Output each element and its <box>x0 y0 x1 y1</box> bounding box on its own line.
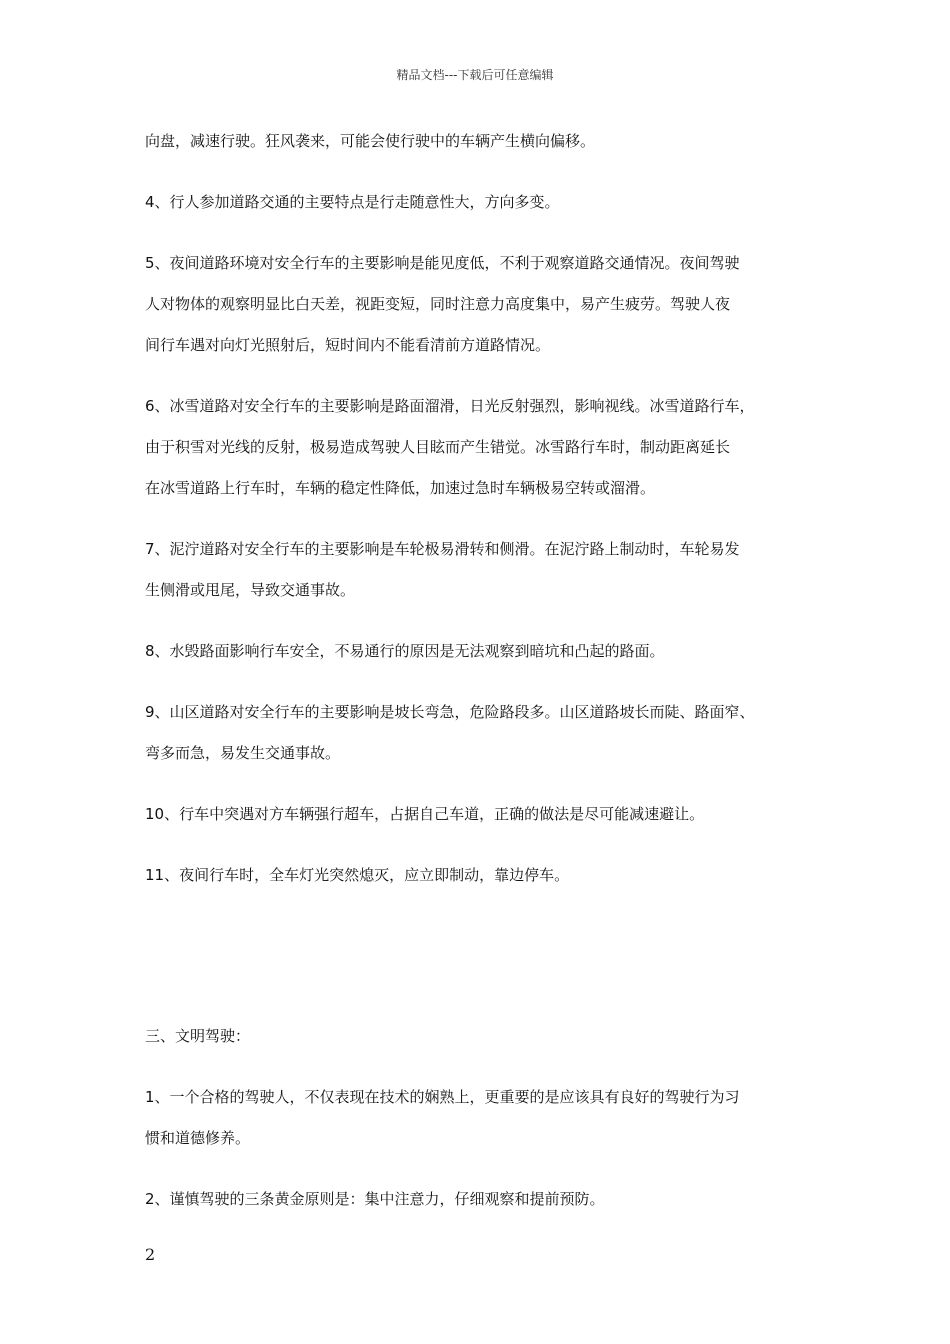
paragraph <box>145 121 825 162</box>
text-line: 2、谨慎驾驶的三条黄金原则是：集中注意力，仔细观察和提前预防。 <box>145 1190 605 1208</box>
text-line: 惯和道德修养。 <box>145 1129 251 1147</box>
text-line: 9、山区道路对安全行车的主要影响是坡长弯急，危险路段多。山区道路坡长而陡、路面窄、 <box>145 703 755 721</box>
text-line: 5、夜间道路环境对安全行车的主要影响是能见度低，不利于观察道路交通情况。夜间驾驶 <box>145 254 740 272</box>
document-body <box>145 121 825 1240</box>
paragraphs-section-civilized-driving <box>145 1077 825 1220</box>
text-line: 人对物体的观察明显比白天差，视距变短，同时注意力高度集中，易产生疲劳。驾驶人夜 <box>145 295 731 313</box>
text-line: 间行车遇对向灯光照射后，短时间内不能看清前方道路情况。 <box>145 336 551 354</box>
text-line: 1、一个合格的驾驶人，不仅表现在技术的娴熟上，更重要的是应该具有良好的驾驶行为习 <box>145 1088 740 1106</box>
paragraph <box>145 1077 825 1159</box>
paragraph <box>145 631 825 672</box>
text-line: 由于积雪对光线的反射，极易造成驾驶人目眩而产生错觉。冰雪路行车时，制动距离延长 <box>145 438 731 456</box>
paragraph <box>145 1179 825 1220</box>
text-line: 向盘，减速行驶。狂风袭来，可能会使行驶中的车辆产生横向偏移。 <box>145 132 596 150</box>
paragraph <box>145 386 825 509</box>
text-line: 8、水毁路面影响行车安全，不易通行的原因是无法观察到暗坑和凸起的路面。 <box>145 642 665 660</box>
text-line: 10、行车中突遇对方车辆强行超车，占据自己车道，正确的做法是尽可能减速避让。 <box>145 805 705 823</box>
paragraph <box>145 529 825 611</box>
text-line: 在冰雪道路上行车时，车辆的稳定性降低，加速过急时车辆极易空转或溜滑。 <box>145 479 656 497</box>
text-line: 生侧滑或甩尾，导致交通事故。 <box>145 581 356 599</box>
text-line: 11、夜间行车时，全车灯光突然熄灭，应立即制动，靠边停车。 <box>145 866 570 884</box>
paragraph <box>145 794 825 835</box>
paragraphs-section-safety <box>145 121 825 896</box>
paragraph <box>145 243 825 366</box>
text-line: 弯多而急，易发生交通事故。 <box>145 744 341 762</box>
paragraph <box>145 855 825 896</box>
paragraph <box>145 182 825 223</box>
text-line: 7、泥泞道路对安全行车的主要影响是车轮极易滑转和侧滑。在泥泞路上制动时，车轮易发 <box>145 540 740 558</box>
section-heading: 三、文明驾驶： <box>145 1027 251 1045</box>
section-gap <box>145 916 825 1016</box>
text-line: 4、行人参加道路交通的主要特点是行走随意性大，方向多变。 <box>145 193 560 211</box>
page-number: 2 <box>145 1245 156 1264</box>
paragraph <box>145 692 825 774</box>
text-line: 6、冰雪道路对安全行车的主要影响是路面溜滑，日光反射强烈，影响视线。冰雪道路行车， <box>145 397 755 415</box>
page-header: 精品文档---下载后可任意编辑 <box>396 68 554 82</box>
